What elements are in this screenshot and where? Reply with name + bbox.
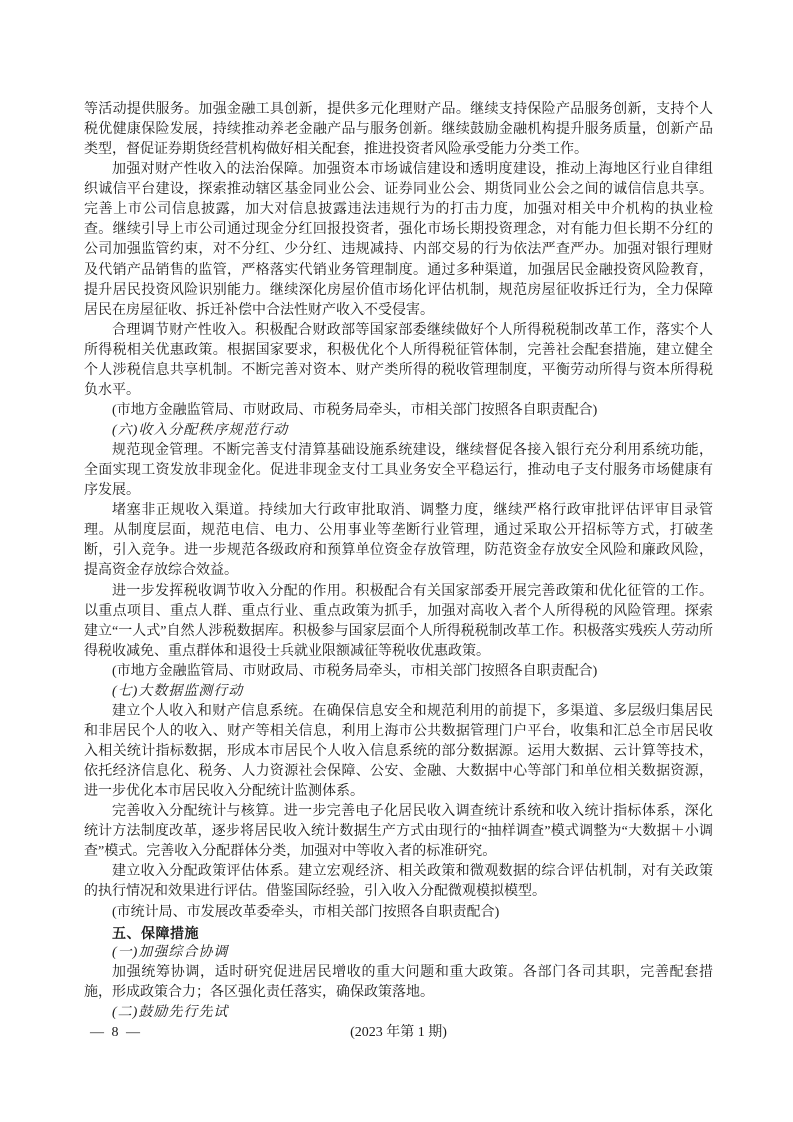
- attribution-line-finance-bureaus: (市地方金融监管局、市财政局、市税务局牵头，市相关部门按照各自职责配合): [112, 402, 598, 418]
- paragraph-cash-management: 规范现金管理。不断完善支付清算基础设施系统建设，继续督促各接入银行充分利用系统功能，全面实现工资发放非现金化。促进非现金支付工具业务安全平稳运行，推动电子支付服务市场健康有序发展。: [84, 443, 713, 499]
- paragraph-financial-services-continuation: 等活动提供服务。加强金融工具创新，提供多元化理财产品。继续支持保险产品服务创新，支持个人税优健康保险发展，持续推动养老金融产品与服务创新。继续鼓励金融机构提升服务质量，创新产品类型，督促证券期货经营机构做好相关配套，推进投资者风险承受能力分类工作。: [84, 102, 713, 158]
- paragraph-property-income-tax-adjustment: 合理调节财产性收入。积极配合财政部等国家部委继续做好个人所得税税制改革工作，落实个人所得税相关优惠政策。根据国家要求，积极优化个人所得税征管体制，完善社会配套措施，建立健全个人涉税信息共享机制。不断完善对资本、财产类所得的税收管理制度，平衡劳动所得与资本所得税负水平。: [84, 322, 713, 398]
- page-footer: [84, 1024, 713, 1042]
- document-body: [84, 100, 713, 1023]
- section-heading-6-income-distribution-order: (六)收入分配秩序规范行动: [112, 423, 289, 438]
- paragraph-tax-regulation-role: 进一步发挥税收调节收入分配的作用。积极配合有关国家部委开展完善政策和优化征管的工作。以重点项目、重点人群、重点行业、重点政策为抓手，加强对高收入者个人所得税的风险管理。探索建立“一人式”自然人涉税数据库。积极参与国家层面个人所得税税制改革工作。积极落实残疾人劳动所得税收减免、重点群体和退役士兵就业限额减征等税收优惠政策。: [84, 583, 713, 659]
- paragraph-personal-income-info-system: 建立个人收入和财产信息系统。在确保信息安全和规范利用的前提下，多渠道、多层级归集居民和非居民个人的收入、财产等相关信息，利用上海市公共数据管理门户平台，收集和汇总全市居民收入相关统计指标数据，形成本市居民个人收入信息系统的部分数据源。运用大数据、云计算等技术，依托经济信息化、税务、人力资源社会保障、公安、金融、大数据中心等部门和单位相关数据资源，进一步优化本市居民收入分配统计监测体系。: [84, 703, 713, 800]
- issue-label: (2023 年第 1 期): [350, 1025, 447, 1040]
- attribution-line-finance-bureaus-2: (市地方金融监管局、市财政局、市税务局牵头，市相关部门按照各自职责配合): [112, 663, 598, 679]
- page-number: — 8 —: [90, 1025, 142, 1040]
- attribution-line-statistics-bureau: (市统计局、市发展改革委牵头，市相关部门按照各自职责配合): [112, 904, 500, 920]
- paragraph-policy-evaluation-system: 建立收入分配政策评估体系。建立宏观经济、相关政策和微观数据的综合评估机制，对有关政策的执行情况和效果进行评估。借鉴国际经验，引入收入分配微观模拟模型。: [84, 864, 713, 900]
- section-heading-2-encourage-pilot: (二)鼓励先行先试: [112, 1004, 229, 1020]
- section-heading-7-big-data-monitoring: (七)大数据监测行动: [112, 683, 244, 699]
- paragraph-overall-coordination: 加强统筹协调，适时研究促进居民增收的重大问题和重大政策。各部门各司其职，完善配套措施，形成政策合力；各区强化责任落实，确保政策落地。: [84, 964, 713, 1000]
- paragraph-property-income-legal-protection: 加强对财产性收入的法治保障。加强资本市场诚信建设和透明度建设，推动上海地区行业自律组织诚信平台建设，探索推动辖区基金同业公会、证券同业公会、期货同业公会之间的诚信信息共享。完善上市公司信息披露，加大对信息披露违法违规行为的打击力度，加强对相关中介机构的执业检查。继续引导上市公司通过现金分红回报投资者，强化市场长期投资理念，对有能力但长期不分红的公司加强监管约束，对不分红、少分红、违规减持、内部交易的行为依法严查严办。加强对银行理财及代销产品销售的监管，严格落实代销业务管理制度。通过多种渠道，加强居民金融投资风险教育，提升居民投资风险识别能力。继续深化房屋价值市场化评估机制，规范房屋征收拆迁行为，全力保障居民在房屋征收、拆迁补偿中合法性财产收入不受侵害。: [84, 162, 713, 318]
- paragraph-block-irregular-income: 堵塞非正规收入渠道。持续加大行政审批取消、调整力度，继续严格行政审批评估评审目录管理。从制度层面，规范电信、电力、公用事业等垄断行业管理，通过采取公开招标等方式，打破垄断，引入竞争。进一步规范各级政府和预算单位资金存放管理，防范资金存放安全风险和廉政风险，提高资金存放综合效益。: [84, 503, 713, 579]
- chapter-heading-5-safeguard-measures: 五、保障措施: [112, 924, 199, 941]
- section-heading-1-strengthen-coordination: (一)加强综合协调: [112, 944, 229, 960]
- paragraph-income-statistics-accounting: 完善收入分配统计与核算。进一步完善电子化居民收入调查统计系统和收入统计指标体系，深化统计方法制度改革，逐步将居民收入统计数据生产方式由现行的“抽样调查”模式调整为“大数据＋小调查”模式。完善收入分配群体分类，加强对中等收入者的标准研究。: [84, 804, 713, 860]
